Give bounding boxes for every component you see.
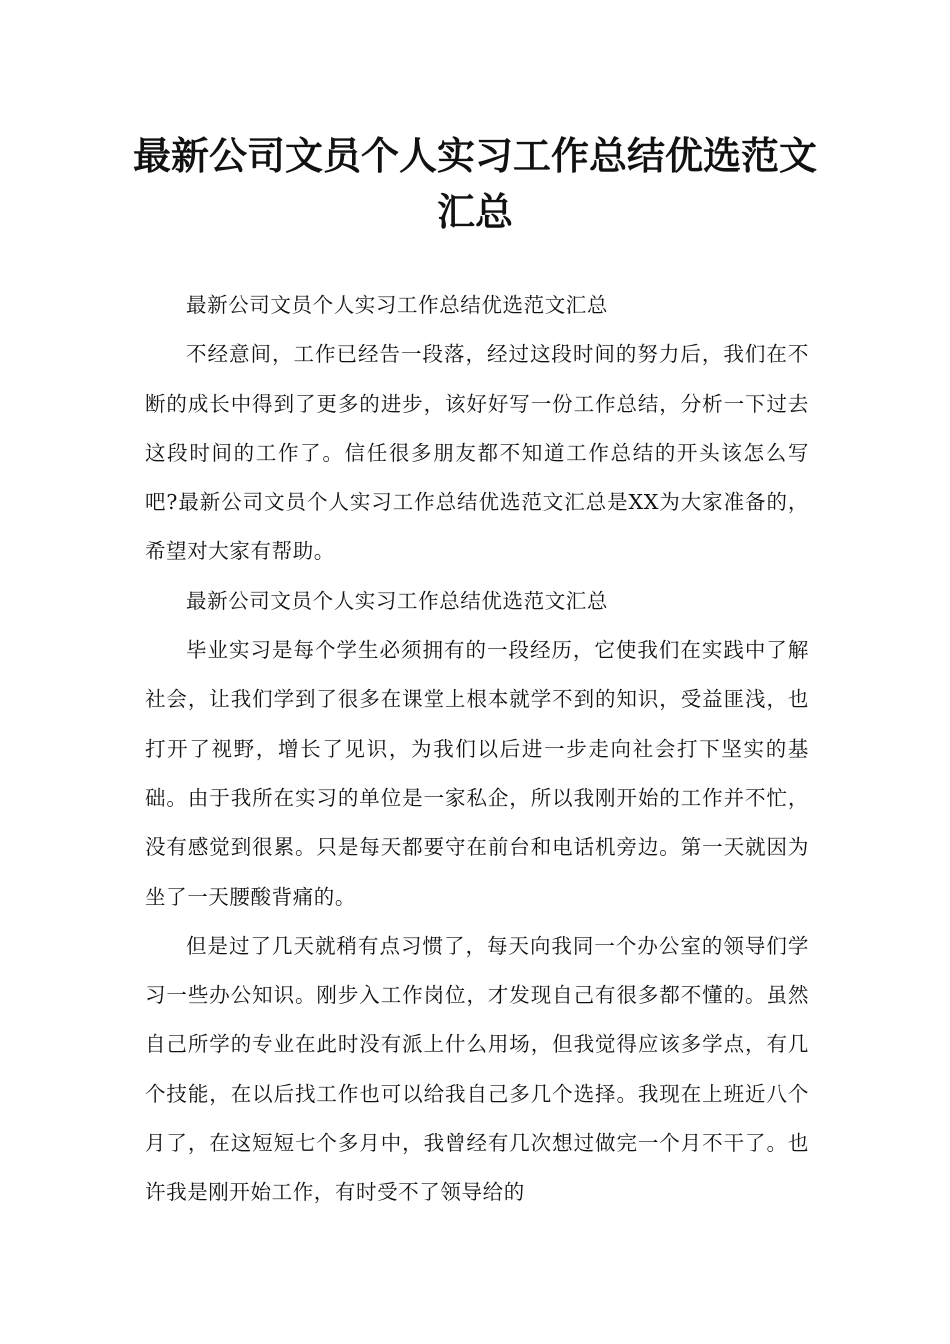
paragraph-intro: 不经意间，工作已经告一段落，经过这段时间的努力后，我们在不断的成长中得到了更多的进步，该好好写一份工作总结，分析一下过去这段时间的工作了。信任很多朋友都不知道工作总结的开头该怎么写吧?最新公司文员个人实习工作总结优选范文汇总是XX为大家准备的，希望对大家有帮助。 (145, 342, 809, 564)
paragraph-experience: 但是过了几天就稍有点习惯了，每天向我同一个办公室的领导们学习一些办公知识。刚步入工作岗位，才发现自己有很多都不懂的。虽然自己所学的专业在此时没有派上什么用场，但我觉得应该多学点，有几个技能，在以后找工作也可以给我自己多几个选择。我现在上班近八个月了，在这短短七个多月中，我曾经有几次想过做完一个月不干了。也许我是刚开始工作，有时受不了领导给的 (145, 933, 809, 1205)
document-title: 最新公司文员个人实习工作总结优选范文汇总 (132, 134, 817, 234)
paragraph-heading: 最新公司文员个人实习工作总结优选范文汇总 (186, 588, 608, 613)
paragraph-internship: 毕业实习是每个学生必须拥有的一段经历，它使我们在实践中了解社会，让我们学到了很多在课堂上根本就学不到的知识，受益匪浅，也打开了视野，增长了见识，为我们以后进一步走向社会打下坚实的基础。由于我所在实习的单位是一家私企，所以我刚开始的工作并不忙，没有感觉到很累。只是每天都要守在前台和电话机旁边。第一天就因为坐了一天腰酸背痛的。 (145, 638, 809, 909)
document-body (145, 281, 809, 1218)
paragraph-subtitle: 最新公司文员个人实习工作总结优选范文汇总 (186, 293, 608, 317)
